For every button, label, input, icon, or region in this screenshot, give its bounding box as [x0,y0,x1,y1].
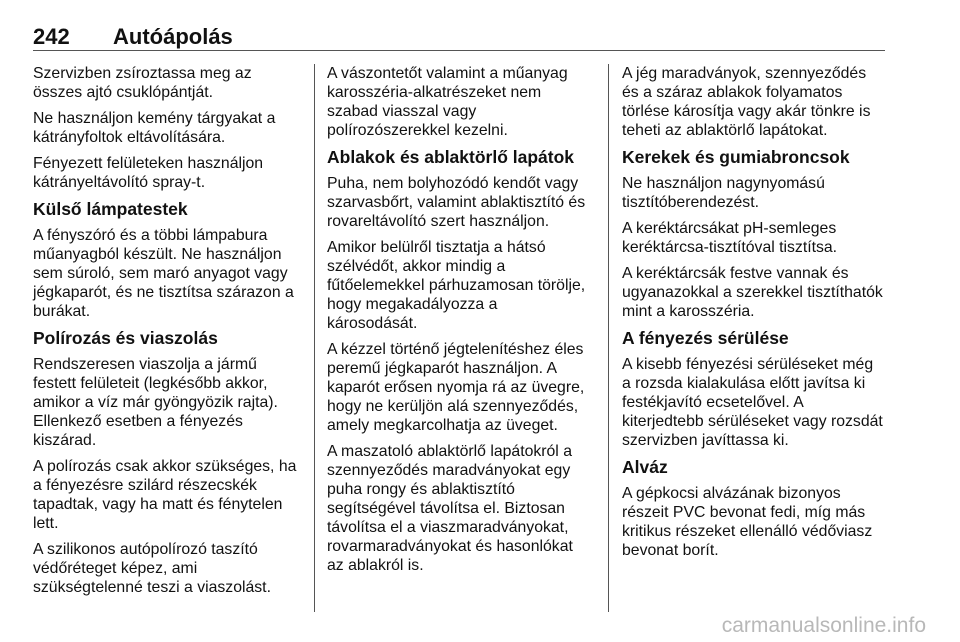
text-line: Puha, nem bolyhozódó kendőt vagy [327,175,579,192]
paragraph [33,355,303,450]
text-line: amely megkarcolhatja az üveget. [327,417,558,434]
text-line: kaparót erősen nyomja rá az üvegre, [327,379,585,396]
paragraph [33,540,303,597]
text-line: az ablakról is. [327,557,424,574]
paragraph [622,64,888,140]
page-number: 242 [33,24,70,49]
text-line: Ne használjon nagynyomású [622,175,825,192]
text-line: rovareltávolító szert használjon. [327,213,550,230]
text-line: Fényezett felületeken használjon [33,155,264,172]
text-line: A kisebb fényezési sérüléseket még [622,356,874,373]
text-line: segítségével távolítsa el. Biztosan [327,500,565,517]
text-line: összes ajtó csuklópántját. [33,84,214,101]
text-line: rovarmaradványokat és hasonlókat [327,538,573,555]
paragraph [622,219,888,257]
text-line: lett. [33,515,59,532]
text-line: szarvasbőrt, valamint ablaktisztító és [327,194,586,211]
header-divider [33,50,885,51]
text-line: burákat. [33,303,91,320]
text-line: szervizben javíttassa ki. [622,432,789,449]
text-line: polírozószerekkel kezelni. [327,122,508,139]
text-line: A polírozás csak akkor szükséges, ha [33,458,297,475]
paragraph [327,442,595,575]
text-line: A jég maradványok, szennyeződés [622,65,867,82]
text-column-1 [33,64,303,604]
text-line: a rozsda kialakulása előtt javítsa ki [622,375,866,392]
paragraph [327,64,595,140]
paragraph [327,340,595,435]
page-header [33,24,885,50]
text-line: festett felületeit (legkésőbb akkor, [33,375,268,392]
text-line: bevonat borít. [622,542,719,559]
section-heading: Polírozás és viaszolás [33,328,218,348]
text-line: hogy ne kerüljön alá szennyeződés, [327,398,579,415]
text-line: szennyeződés maradványokat egy [327,462,571,479]
section-heading: Ablakok és ablaktörlő lapátok [327,147,575,167]
text-line: károsodását. [327,315,418,332]
text-line: és a száraz ablakok folyamatos [622,84,843,101]
text-line: Ellenkező esetben a fényezés [33,413,243,430]
text-line: kritikus részeket ellenálló védőviasz [622,523,873,540]
text-line: részeit PVC bevonat fedi, míg más [622,504,866,521]
text-line: a fényezésre szilárd részecskék [33,477,257,494]
text-line: tapadtak, vagy ha matt és fénytelen [33,496,283,513]
paragraph [327,174,595,231]
text-line: távolítsa el a viaszmaradványokat, [327,519,569,536]
text-line: kiterjedtebb sérüléseket vagy rozsdát [622,413,883,430]
paragraph [33,154,303,192]
paragraph [33,457,303,533]
text-line: műanyagból készült. Ne használjon [33,246,282,263]
text-line: szélvédőt, akkor mindig a [327,258,506,275]
text-line: A keréktárcsák festve vannak és [622,265,849,282]
section-heading: Alváz [622,457,668,477]
paragraph [622,264,888,321]
text-line: törlése károsítja vagy akár tönkre is [622,103,871,120]
section-heading: A fényezés sérülése [622,328,789,348]
text-line: peremű jégkaparót használjon. A [327,360,558,377]
text-line: A fényszóró és a többi lámpabura [33,227,268,244]
text-line: teheti az ablaktörlő lapátokat. [622,122,828,139]
section-title: Autóápolás [113,24,233,49]
text-line: keréktárcsa-tisztítóval tisztítsa. [622,239,838,256]
text-line: Amikor belülről tisztatja a hátsó [327,239,546,256]
text-line: tisztítóberendezést. [622,194,759,211]
text-line: A keréktárcsákat pH-semleges [622,220,837,237]
paragraph [327,238,595,333]
text-line: A vászontetőt valamint a műanyag [327,65,568,82]
text-column-3 [622,64,888,567]
text-line: A szilikonos autópolírozó taszító [33,541,258,558]
text-line: Szervizben zsíroztassa meg az [33,65,252,82]
text-line: Ne használjon kemény tárgyakat a [33,110,276,127]
section-heading: Külső lámpatestek [33,199,188,219]
text-line: puha rongy és ablaktisztító [327,481,515,498]
text-line: karosszéria-alkatrészeket nem [327,84,542,101]
text-line: festékjavító ecsetelővel. A [622,394,804,411]
text-line: szabad viasszal vagy [327,103,477,120]
text-line: Rendszeresen viaszolja a jármű [33,356,257,373]
paragraph [622,484,888,560]
paragraph [622,174,888,212]
section-heading: Kerekek és gumiabroncsok [622,147,850,167]
column-divider [314,64,315,612]
text-line: jégkaparót, és ne tisztítsa szárazon a [33,284,294,301]
text-line: fűtőelemekkel párhuzamosan törölje, [327,277,586,294]
text-line: amikor a víz már gyöngyözik rajta). [33,394,278,411]
paragraph [33,226,303,321]
text-line: A gépkocsi alvázának bizonyos [622,485,841,502]
paragraph [33,109,303,147]
text-line: kiszárad. [33,432,97,449]
text-line: kátrányfoltok eltávolítására. [33,129,226,146]
text-line: mint a karosszéria. [622,303,755,320]
watermark: carmanualsonline.info [721,614,926,637]
paragraph [622,355,888,450]
column-divider [608,64,609,612]
text-line: kátrányeltávolító spray-t. [33,174,206,191]
text-column-2 [327,64,595,582]
text-line: A maszatoló ablaktörlő lapátokról a [327,443,572,460]
text-line: A kézzel történő jégtelenítéshez éles [327,341,584,358]
paragraph [33,64,303,102]
text-line: sem súroló, sem maró anyagot vagy [33,265,288,282]
text-line: hogy megakadályozza a [327,296,498,313]
text-line: szükségtelenné teszi a viaszolást. [33,579,271,596]
text-line: védőréteget képez, ami [33,560,198,577]
text-line: ugyanazokkal a szerekkel tisztíthatók [622,284,883,301]
